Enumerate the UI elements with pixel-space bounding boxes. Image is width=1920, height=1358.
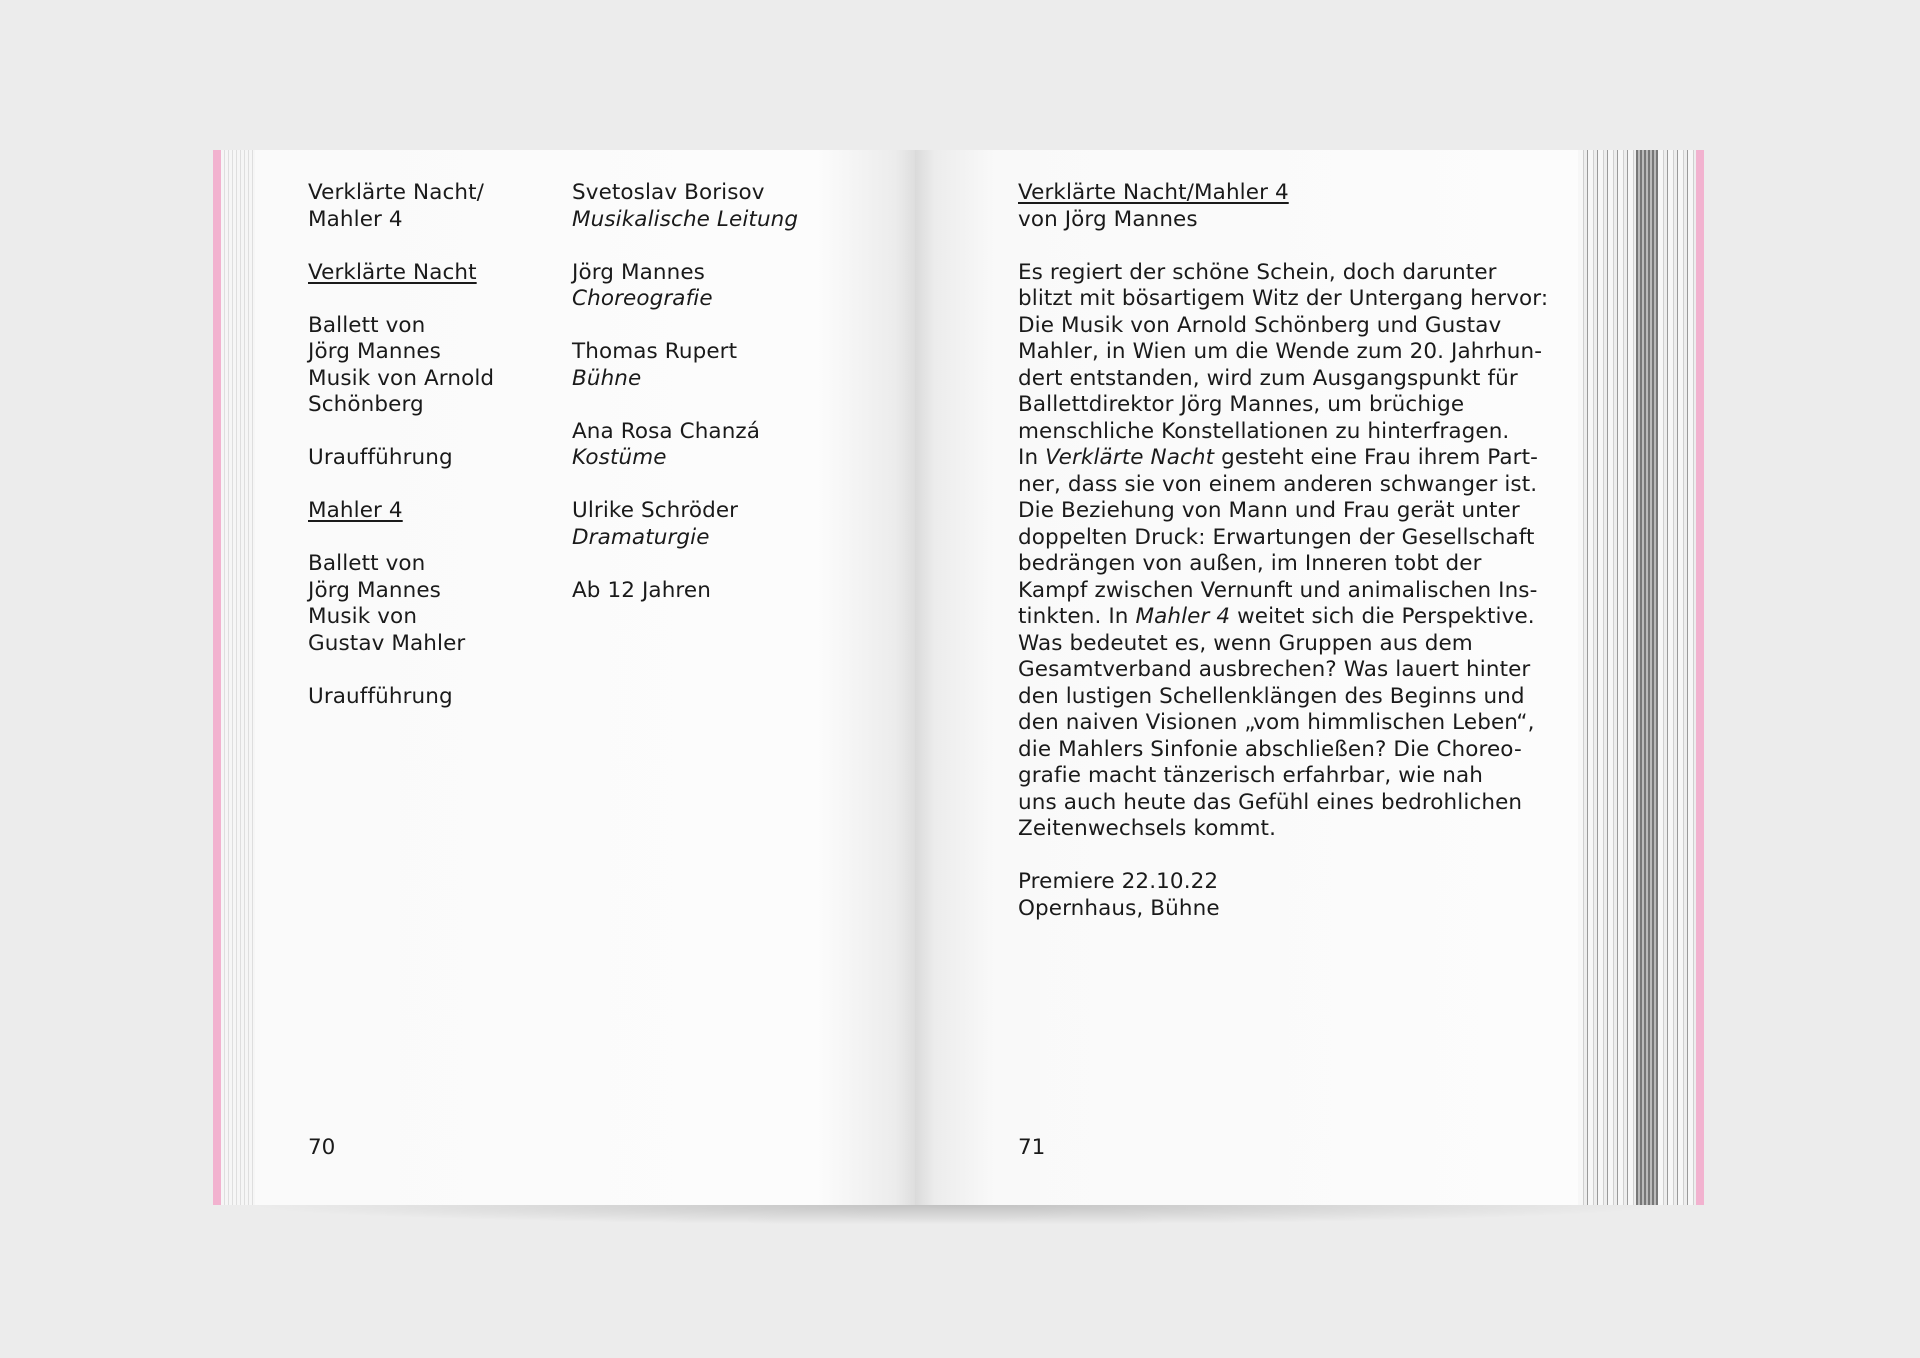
title-line-2: Mahler 4 <box>308 206 403 232</box>
credit-name: Jörg Mannes <box>572 259 705 285</box>
left-page-edges <box>213 150 255 1205</box>
body-text-segment: tinkten. In <box>1018 604 1136 629</box>
body-line <box>1018 313 1563 340</box>
right-column <box>1018 180 1563 922</box>
body-line <box>1018 710 1563 737</box>
right-pink-edge <box>1696 150 1704 1205</box>
right-page <box>915 150 1578 1205</box>
article-byline: von Jörg Mannes <box>1018 206 1198 232</box>
section2-premiere-note: Uraufführung <box>308 683 453 709</box>
left-column-1 <box>308 180 558 710</box>
credit-name: Svetoslav Borisov <box>572 180 765 205</box>
body-text-segment: In <box>1018 445 1046 470</box>
body-line <box>1018 604 1563 631</box>
left-pink-edge <box>213 150 221 1205</box>
body-line <box>1018 260 1563 287</box>
body-text-segment: Kampf zwischen Vernunft und animalischen Ins- <box>1018 577 1538 603</box>
body-italic-title: Mahler 4 <box>1135 604 1231 629</box>
body-line <box>1018 737 1563 764</box>
article-title: Verklärte Nacht/Mahler 4 <box>1018 180 1289 205</box>
body-italic-title: Verklärte Nacht <box>1045 445 1215 470</box>
credit-role: Kostüme <box>572 445 667 470</box>
body-line <box>1018 419 1563 446</box>
body-text-segment: ner, dass sie von einem anderen schwanger ist. <box>1018 471 1538 497</box>
age-recommendation: Ab 12 Jahren <box>572 577 711 603</box>
section2-line: Jörg Mannes <box>308 577 441 603</box>
body-line <box>1018 816 1563 843</box>
right-edge-dark-stripes <box>1636 150 1658 1205</box>
premiere-venue: Opernhaus, Bühne <box>1018 895 1220 921</box>
section1-line: Schönberg <box>308 392 424 417</box>
body-text-segment: weitet sich die Perspektive. <box>1230 604 1535 629</box>
section1-line: Musik von Arnold <box>308 365 495 391</box>
body-line <box>1018 525 1563 552</box>
body-text-segment: Die Musik von Arnold Schönberg und Gustav <box>1018 312 1502 338</box>
body-text-segment: uns auch heute das Gefühl eines bedrohlichen <box>1018 789 1523 815</box>
section2-line: Gustav Mahler <box>308 630 466 656</box>
body-line <box>1018 631 1563 658</box>
body-line <box>1018 551 1563 578</box>
credit-role: Bühne <box>572 365 642 391</box>
body-line <box>1018 472 1563 499</box>
section1-premiere-note: Uraufführung <box>308 445 453 470</box>
body-line <box>1018 763 1563 790</box>
title-line-1: Verklärte Nacht/ <box>308 180 485 205</box>
body-line <box>1018 790 1563 817</box>
page-number-left: 70 <box>308 1135 336 1160</box>
body-text-segment: menschliche Konstellationen zu hinterfragen. <box>1018 418 1510 444</box>
section-heading-verklaerte-nacht: Verklärte Nacht <box>308 259 477 285</box>
section2-line: Musik von <box>308 604 418 629</box>
body-text-segment: Gesamtverband ausbrechen? Was lauert hinter <box>1018 657 1531 682</box>
credit-name: Ana Rosa Chanzá <box>572 418 761 444</box>
credit-role: Dramaturgie <box>572 524 710 550</box>
body-text-segment: die Mahlers Sinfonie abschließen? Die Choreo- <box>1018 736 1522 762</box>
section-heading-mahler-4: Mahler 4 <box>308 498 403 523</box>
body-text-segment: doppelten Druck: Erwartungen der Gesellschaft <box>1018 524 1535 550</box>
body-text-segment: Was bedeutet es, wenn Gruppen aus dem <box>1018 630 1473 656</box>
body-line <box>1018 498 1563 525</box>
credit-name: Ulrike Schröder <box>572 498 739 523</box>
body-line <box>1018 286 1563 313</box>
body-line <box>1018 578 1563 605</box>
section1-line: Jörg Mannes <box>308 339 441 364</box>
left-column-2 <box>572 180 902 604</box>
section2-line: Ballett von <box>308 551 426 576</box>
body-line <box>1018 339 1563 366</box>
premiere-date: Premiere 22.10.22 <box>1018 869 1219 894</box>
credit-role: Choreografie <box>572 286 713 311</box>
body-line <box>1018 684 1563 711</box>
section1-line: Ballett von <box>308 312 426 338</box>
body-text-segment: Die Beziehung von Mann und Frau gerät unter <box>1018 498 1520 523</box>
body-text-segment: Mahler, in Wien um die Wende zum 20. Jahrhun- <box>1018 339 1543 364</box>
body-line <box>1018 392 1563 419</box>
body-text-segment: blitzt mit bösartigem Witz der Untergang hervor: <box>1018 286 1549 311</box>
left-page <box>255 150 915 1205</box>
body-text-segment: bedrängen von außen, im Inneren tobt der <box>1018 551 1482 576</box>
credit-role: Musikalische Leitung <box>572 206 799 232</box>
body-text-segment: den naiven Visionen „vom himmlischen Leben“, <box>1018 710 1535 735</box>
body-line <box>1018 445 1563 472</box>
credit-name: Thomas Rupert <box>572 339 738 364</box>
body-line <box>1018 657 1563 684</box>
body-text-segment: Es regiert der schöne Schein, doch darunter <box>1018 259 1497 285</box>
body-line <box>1018 366 1563 393</box>
body-text-segment: Ballettdirektor Jörg Mannes, um brüchige <box>1018 392 1465 417</box>
body-text-segment: gesteht eine Frau ihrem Part- <box>1214 445 1539 470</box>
body-text-segment: den lustigen Schellenklängen des Beginns und <box>1018 683 1525 709</box>
page-number-right: 71 <box>1018 1135 1046 1160</box>
body-text-segment: dert entstanden, wird zum Ausgangspunkt für <box>1018 365 1518 391</box>
body-text-segment: grafie macht tänzerisch erfahrbar, wie nah <box>1018 763 1483 788</box>
article-body <box>1018 260 1563 843</box>
body-text-segment: Zeitenwechsels kommt. <box>1018 816 1277 841</box>
right-page-edges <box>1578 150 1704 1205</box>
